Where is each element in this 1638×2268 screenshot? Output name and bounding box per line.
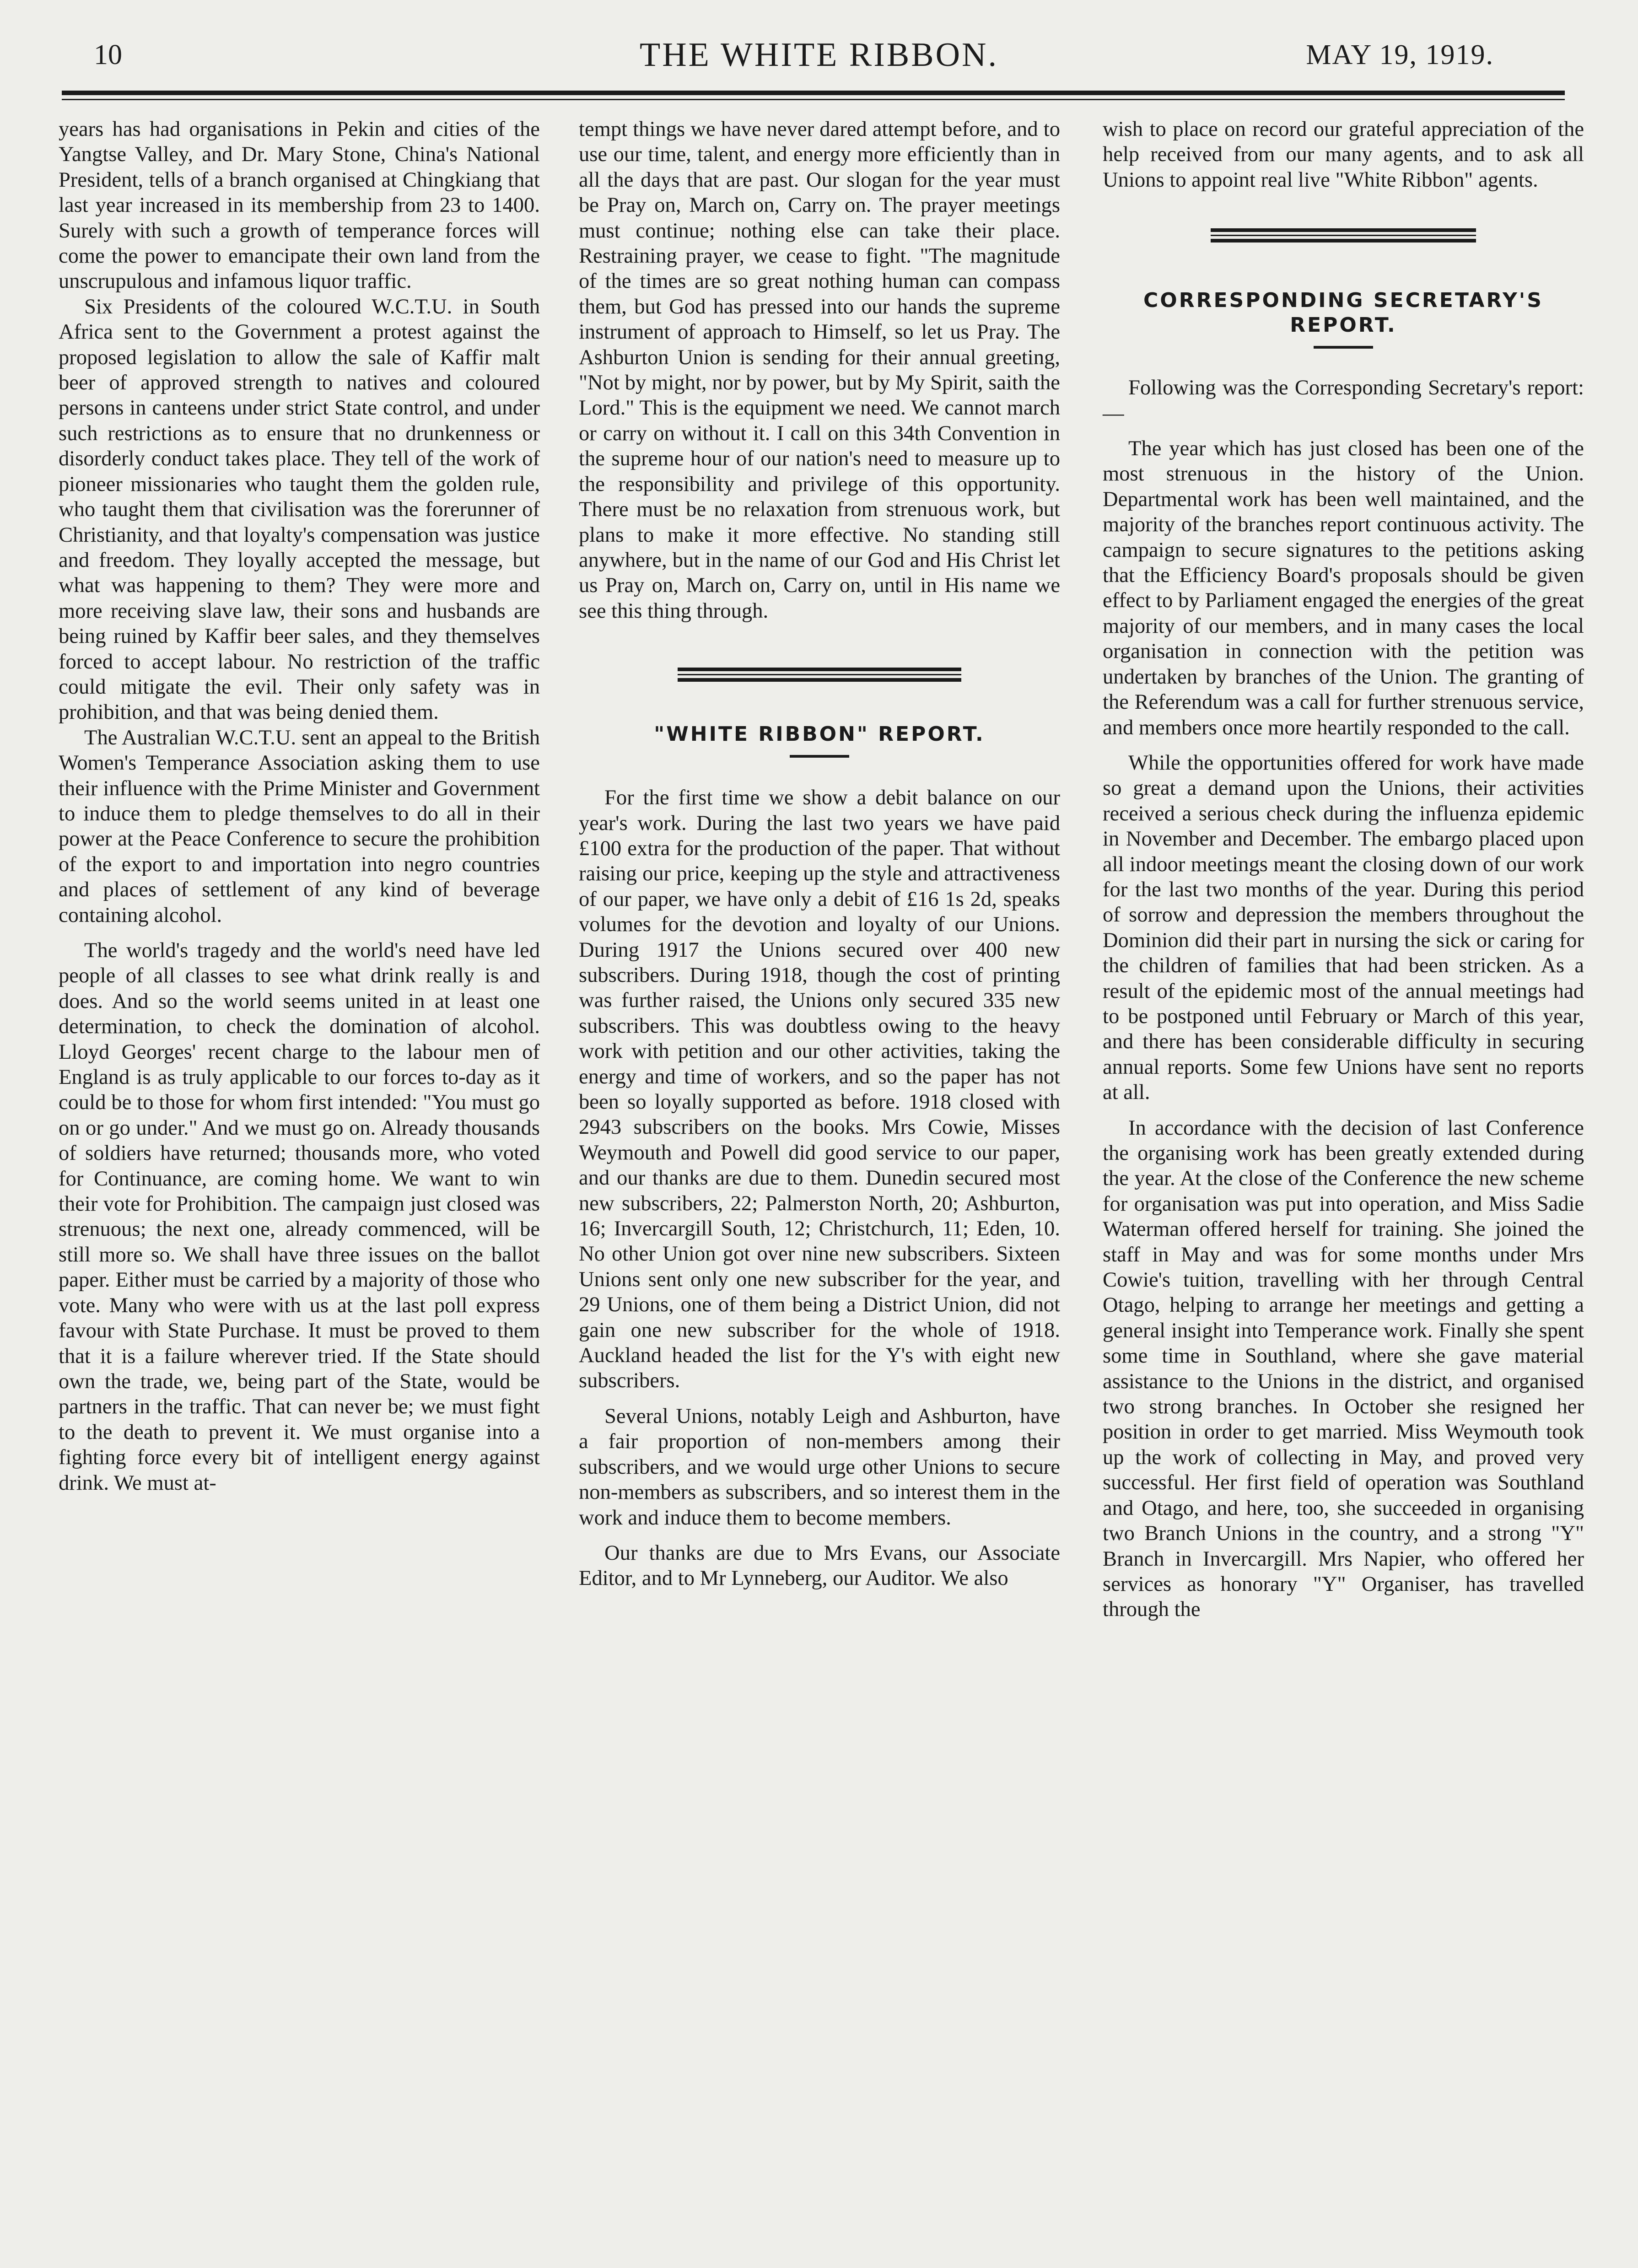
header-rule-thick bbox=[62, 91, 1565, 95]
col1-paragraph-1: years has had organisations in Pekin and cities of the Yangtse Valley, and Dr. Mary Stone, China's National President, tells of a branch organised at Chingkiang that last year increased in its membership from 23 to 1400. Surely with such a growth of temperance forces will come the power to emancipate their own land from the unscrupulous and infamous liquor traffic. bbox=[59, 117, 540, 293]
col2-paragraph-1: For the first time we show a debit balance on our year's work. During the last two years we have paid £100 extra for the production of the paper. That without raising our price, keeping up the style and attractiveness of our paper, we have only a debit of £16 1s 2d, speaks volumes for the devotion and loyalty of our Unions. During 1917 the Unions secured over 400 new subscribers. During 1918, though the cost of printing was further raised, the Unions only secured 335 new subscribers. This was doubtless owing to the heavy work with petition and our other activities, taking the energy and time of workers, and so the paper has not been so loyally supported as before. 1918 closed with 2943 subscribers on the books. Mrs Cowie, Misses Weymouth and Powell did good service to our paper, and our thanks are due to them. Dunedin secured most new subscribers, 22; Palmerston North, 20; Ashburton, 16; Invercargill South, 12; Christchurch, 11; Eden, 10. No other Union got over nine new subscribers. Sixteen Unions sent only one new subscriber for the year, and 29 Unions, one of them being a District Union, did not gain one new subscriber for the whole of 1918. Auckland headed the list for the Y's with eight new subscribers. bbox=[579, 786, 1060, 1393]
col3-paragraph-3: While the opportunities offered for work have made so great a demand upon the Unions, their activities received a serious check during the influenza epidemic in November and December. The embargo placed upon all indoor meetings meant the closing down of our work for the last two months of the year. During this period of sorrow and depression the members throughout the Dominion did their part in nursing the sick or caring for the children of families that had been stricken. As a result of the epidemic most of the annual meetings had to be postponed until February or March of this year, and there has been considerable difficulty in securing annual reports. Some few Unions have sent no reports at all. bbox=[1103, 750, 1584, 1104]
white-ribbon-report-heading: "WHITE RIBBON" REPORT. bbox=[654, 722, 985, 746]
col1-paragraph-2: Six Presidents of the coloured W.C.T.U. in South Africa sent to the Government a protest against the proposed legislation to allow the sale of Kaffir malt beer of approved strength to natives and coloured persons in canteens under strict State control, and under such restrictions as to ensure that no drunkenness or disorderly conduct takes place. They tell of the work of pioneer missionaries who taught them the golden rule, who taught them that civilisation was the forerunner of Christianity, and that loyalty's compensation was justice and freedom. They loyally accepted the message, but what was happening to them? They were more and more receiving slave law, their sons and husbands are being ruined by Kaffir beer sales, and they themselves forced to accept labour. No restriction of the traffic could mitigate the evil. Their only safety was in prohibition, and that was being denied them. bbox=[59, 294, 540, 724]
masthead-title: THE WHITE RIBBON. bbox=[640, 36, 998, 74]
corresponding-secretary-report-heading: CORRESPONDING SECRETARY'S REPORT. bbox=[1143, 289, 1543, 337]
col1-paragraph-3: The Australian W.C.T.U. sent an appeal to the British Women's Temperance Association asking them to use their influence with the Prime Minister and Government to induce them to pledge themselves to do all in their power at the Peace Conference to secure the prohibition of the export to and importation into negro countries and places of settlement of any kind of beverage containing alcohol. bbox=[59, 725, 540, 927]
col2-paragraph-2: Several Unions, notably Leigh and Ashburton, have a fair proportion of non-members among their subscribers, and we would urge other Unions to secure non-members as subscribers, and so interest them in the work and induce them to become members. bbox=[579, 1404, 1060, 1530]
issue-date: MAY 19, 1919. bbox=[1306, 39, 1494, 70]
header-rule-thin bbox=[62, 99, 1565, 100]
heading-underline bbox=[790, 755, 849, 758]
col3-paragraph-4: In accordance with the decision of last Conference the organising work has been greatly extended during the year. At the close of the Conference the new scheme for organisation was put into operation, and Miss Sadie Waterman offered herself for training. She joined the staff in May and was for some months under Mrs Cowie's tuition, travelling with her through Central Otago, helping to arrange her meetings and getting a general insight into Temperance work. Finally she spent some time in Southland, where she gave material assistance to the Unions in the district, and organised two strong branches. In October she resigned her position in order to get married. Miss Weymouth took up the work of collecting in May, and proved very successful. Her first field of operation was Southland and Otago, and here, too, she succeeded in organising two Branch Unions in the country, and a strong "Y" Branch in Invercargill. Mrs Napier, who offered her services as honorary "Y" Organiser, has travelled through the bbox=[1103, 1115, 1584, 1622]
heading-underline bbox=[1314, 346, 1373, 349]
col1-paragraph-4: The world's tragedy and the world's need have led people of all classes to see what drink really is and does. And so the world seems united in at least one determination, to check the domination of alcohol. Lloyd Georges' recent charge to the labour men of England is as truly applicable to our forces to-day as it could be to those for whom first intended: "You must go on or go under." And we must go on. Already thousands of soldiers have returned; thousands more, who voted for Continuance, are coming home. We want to win their vote for Prohibition. The campaign just closed was strenuous; the next one, already commenced, will be still more so. We shall have three issues on the ballot paper. Either must be carried by a majority of those who vote. Many who were with us at the last poll express favour with State Purchase. It must be proved to them that it is a failure wherever tried. If the State should own the trade, we, being part of the State, would be partners in the traffic. That can never be; we must fight to the death to prevent it. We must organise into a fighting force every bit of intelligent energy against drink. We must at- bbox=[59, 938, 540, 1495]
section-divider bbox=[1211, 228, 1476, 242]
col3-paragraph-2: The year which has just closed has been one of the most strenuous in the history of the Union. Departmental work has been well maintained, and the majority of the branches report continuous activity. The campaign to secure signatures to the petitions asking that the Efficiency Board's proposals should be given effect to by Parliament engaged the energies of the great majority of our members, and in many cases the local organisation in connection with the petition was undertaken by branches of the Union. The granting of the Referendum was a call for further strenuous service, and members once more heartily responded to the call. bbox=[1103, 436, 1584, 739]
section-divider bbox=[678, 668, 961, 682]
col3-paragraph-1: Following was the Corresponding Secretary's report:— bbox=[1103, 376, 1584, 425]
column-1 bbox=[59, 117, 540, 1496]
page-header bbox=[0, 32, 1638, 82]
column-3 bbox=[1103, 117, 1584, 1622]
column-2 bbox=[579, 117, 1060, 1591]
col2-paragraph-top: tempt things we have never dared attempt before, and to use our time, talent, and energy more efficiently than in all the days that are past. Our slogan for the year must be Pray on, March on, Carry on. The prayer meetings must continue; nothing else can take their place. Restraining prayer, we cease to fight. "The magnitude of the times are so great nothing human can compass them, but God has pressed into our hands the supreme instrument of approach to Himself, so let us Pray. The Ashburton Union is sending for their annual greeting, "Not by might, nor by power, but by My Spirit, saith the Lord." This is the equipment we need. We cannot march or carry on without it. I call on this 34th Convention in the supreme hour of our nation's need to measure up to the responsibility and privilege of this opportunity. There must be no relaxation from strenuous work, but plans to make it more effective. No standing still anywhere, but in the name of our God and His Christ let us Pray on, March on, Carry on, until in His name we see this thing through. bbox=[579, 117, 1060, 623]
col2-paragraph-3: Our thanks are due to Mrs Evans, our Associate Editor, and to Mr Lynneberg, our Auditor. We also bbox=[579, 1541, 1060, 1590]
col3-paragraph-top: wish to place on record our grateful appreciation of the help received from our many agents, and to ask all Unions to appoint real live "White Ribbon" agents. bbox=[1103, 117, 1584, 192]
page-number: 10 bbox=[94, 39, 122, 70]
